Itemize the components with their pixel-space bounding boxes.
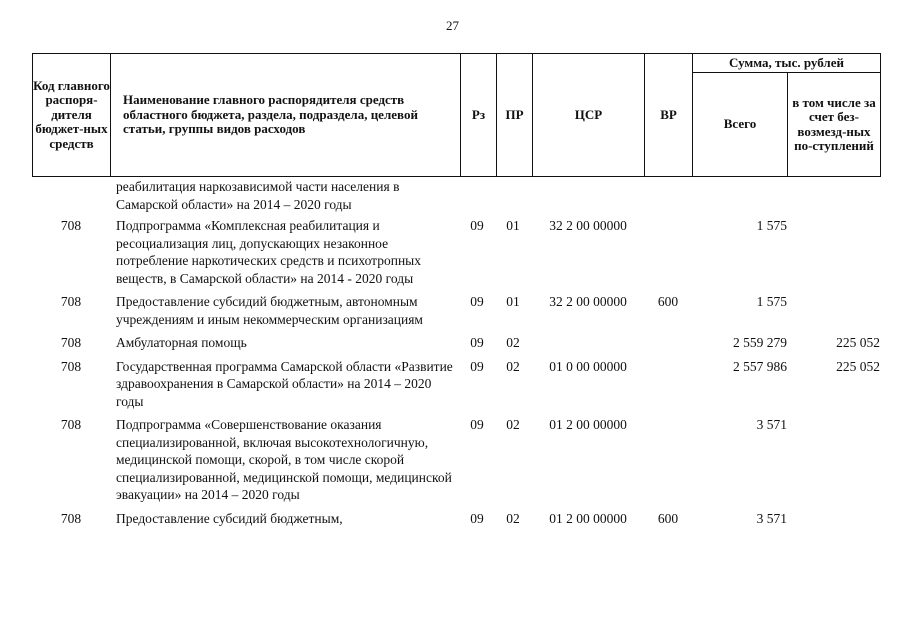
header-code: Код главного распоря-дителя бюджет-ных средств [33,54,111,177]
row-rz: 09 [470,335,484,350]
row-name: реабилитация наркозависимой части населения в Самарской области» на 2014 – 2020 годы [116,179,400,212]
table-header [32,53,881,177]
row-incl: 225 052 [836,358,880,374]
header-rz: Рз [461,54,497,177]
table-body [32,178,880,533]
row-csr: 01 2 00 00000 [549,417,627,432]
table-row [32,217,880,287]
row-csr: 01 2 00 00000 [549,510,627,526]
row-csr: 32 2 00 00000 [549,294,627,309]
table-row [32,416,880,504]
row-rz: 09 [470,294,484,309]
row-name: Амбулаторная помощь [116,335,247,350]
row-rz: 09 [470,417,484,432]
table-row [32,510,880,528]
header-incl: в том числе за счет без-возмезд-ных по-ступлений [788,73,881,177]
header-vr: ВР [645,54,693,177]
row-incl: 225 052 [836,335,880,350]
row-total: 1 575 [756,294,787,309]
table-row [32,293,880,328]
row-code: 708 [60,335,82,350]
row-name: Подпрограмма «Комплексная реабилитация и ресоциализация лиц, допускающих незаконное потребление наркотических средств и психотропных веществ, в Самарской области» на 2014 - 2020 годы [116,218,421,286]
header-sum: Сумма, тыс. рублей [693,54,881,73]
row-total: 2 559 279 [733,335,787,350]
row-code: 708 [60,510,82,526]
header-name: Наименование главного распорядителя средств областного бюджета, раздела, подраздела, целевой статьи, группы видов расходов [111,54,461,177]
row-vr: 600 [657,510,679,526]
row-pr: 02 [506,358,520,374]
row-total: 3 571 [756,417,787,432]
page-number: 27 [446,18,459,33]
row-code: 708 [60,417,82,432]
row-name: Предоставление субсидий бюджетным, автономным учреждениям и иным некоммерческим организациям [116,294,423,327]
row-csr: 01 0 00 00000 [549,358,627,374]
table-row [32,334,880,352]
row-name: Государственная программа Самарской области «Развитие здравоохранения в Самарской области» на 2014 – 2020 годы [116,358,453,409]
row-code: 708 [60,358,82,374]
row-pr: 02 [506,335,520,350]
row-code: 708 [60,294,82,309]
row-name: Предоставление субсидий бюджетным, [116,510,343,526]
row-pr: 01 [506,218,520,233]
row-total: 3 571 [756,510,787,526]
row-pr: 01 [506,294,520,309]
row-rz: 09 [470,218,484,233]
row-pr: 02 [506,417,520,432]
row-rz: 09 [470,358,484,374]
header-csr: ЦСР [533,54,645,177]
row-total: 2 557 986 [733,358,787,374]
header-pr: ПР [497,54,533,177]
row-vr: 600 [657,294,679,309]
table-row [32,358,880,411]
row-pr: 02 [506,510,520,526]
header-total: Всего [693,73,788,177]
row-code: 708 [60,218,82,233]
row-rz: 09 [470,510,484,526]
table-row [32,178,880,213]
row-total: 1 575 [756,218,787,233]
row-name: Подпрограмма «Совершенствование оказания специализированной, включая высокотехнологичную, медицинской помощи, скорой, в том числе скорой специализированной, медицинской помощи, медицинской эвакуации» на 2014 – 2020 годы [116,417,452,502]
row-csr: 32 2 00 00000 [549,218,627,233]
